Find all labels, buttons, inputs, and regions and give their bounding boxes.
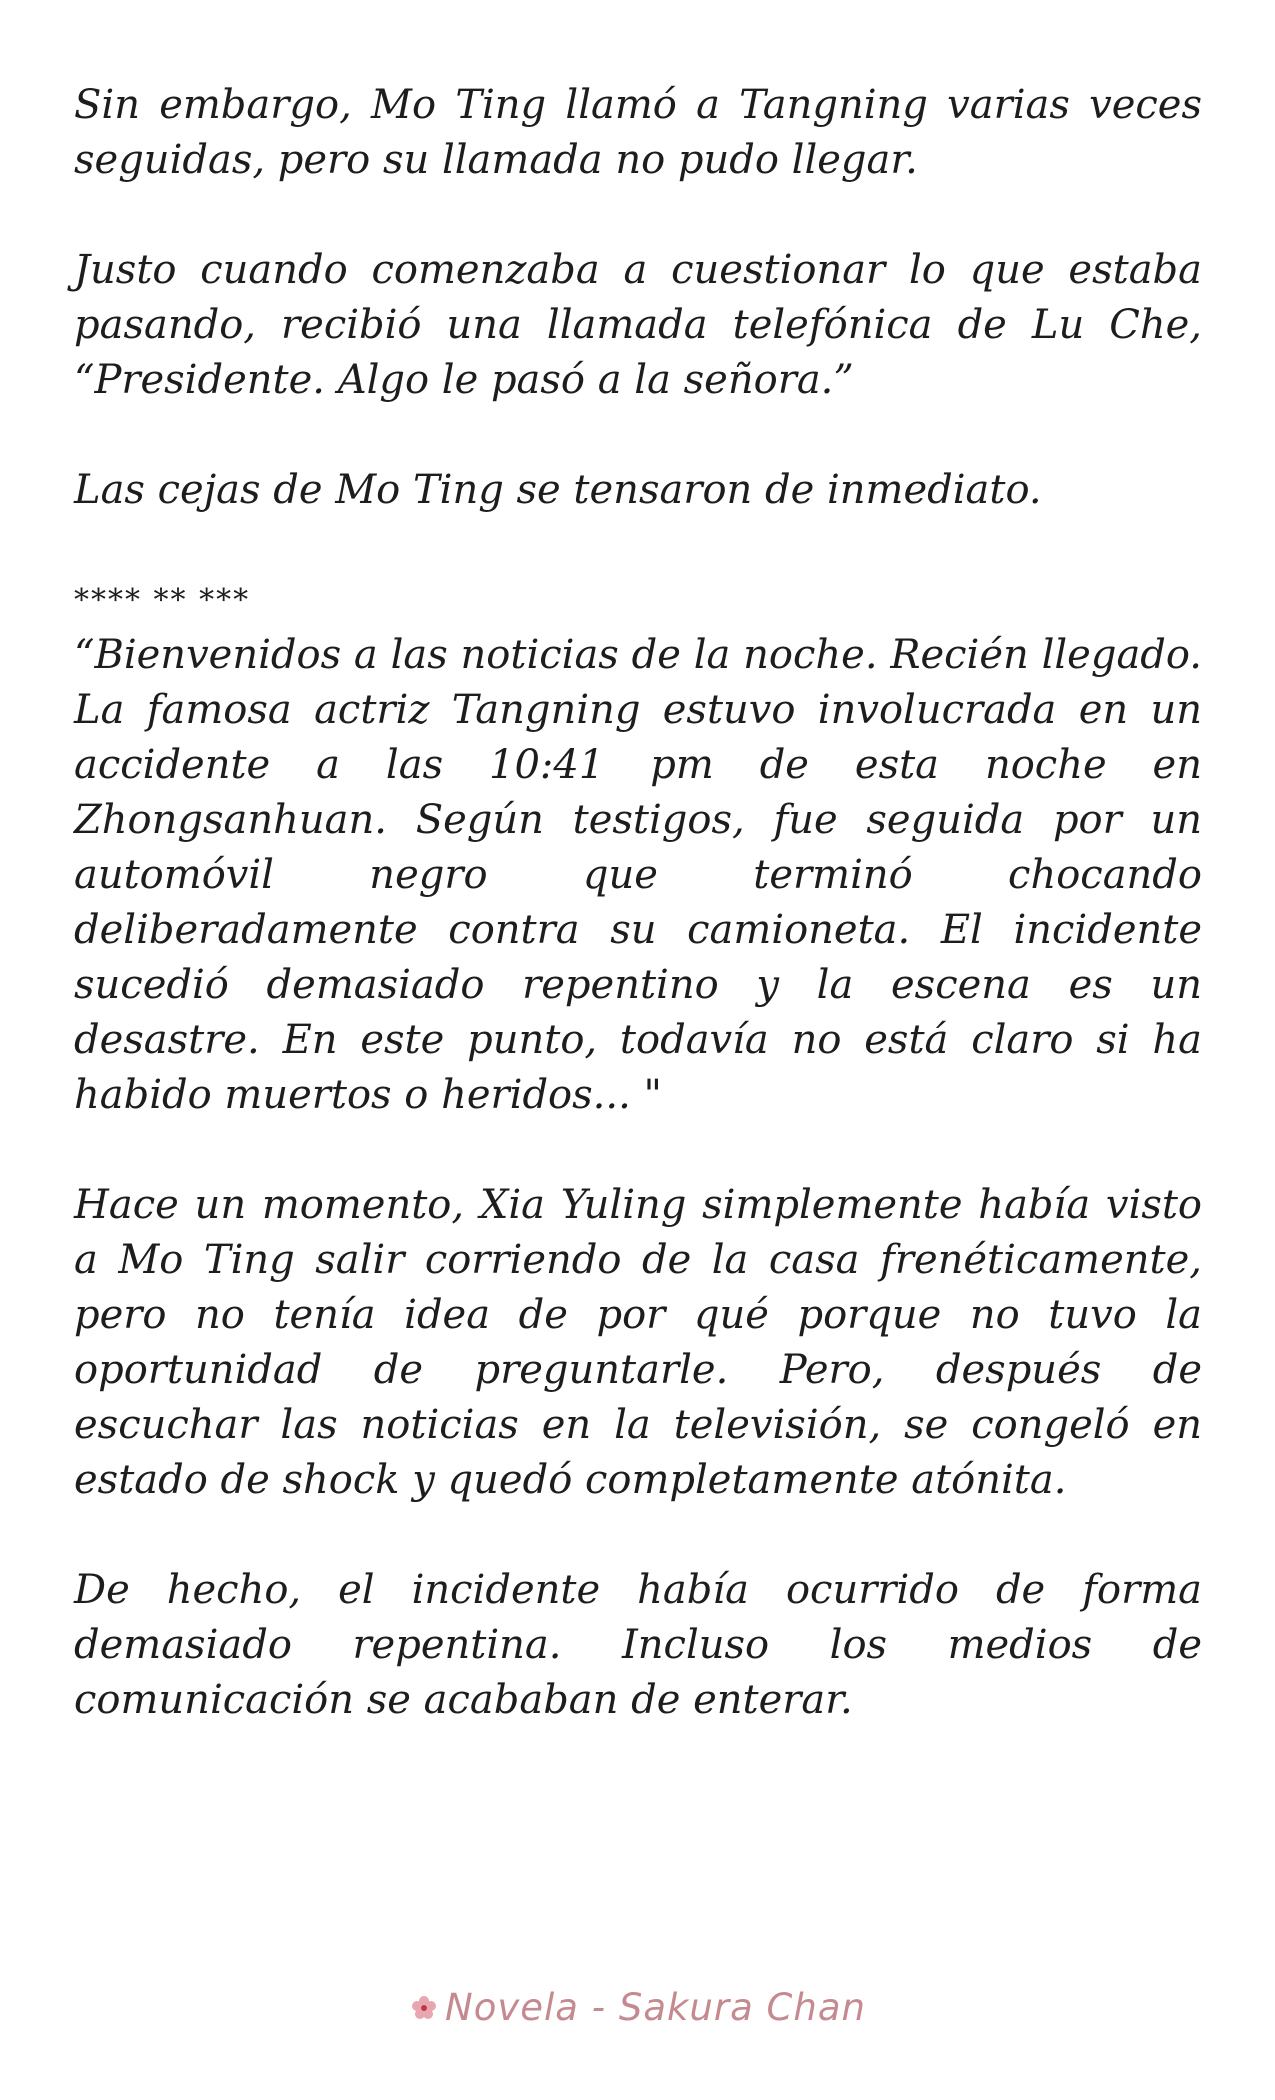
scene-separator: **** ** *** [74, 583, 251, 618]
paragraph-5: Hace un momento, Xia Yuling simplemente había visto a Mo Ting salir corriendo de la casa frenéticamente, pero no tenía idea de por qué porque no tuvo la oportunidad de preguntarle. Pero, después de escuchar las noticias en la televisión, se congeló en estado de shock y quedó completamente atónita. [74, 1182, 1202, 1503]
watermark-text: Novela - Sakura Chan [445, 1986, 866, 2029]
paragraph-3: Las cejas de Mo Ting se tensaron de inmediato. [74, 467, 1042, 513]
watermark [0, 1986, 1275, 2029]
chapter-text [74, 78, 1202, 1783]
paragraph-6: De hecho, el incidente había ocurrido de forma demasiado repentina. Incluso los medios de comunicación se acababan de enterar. [74, 1567, 1202, 1723]
paragraph-2: Justo cuando comenzaba a cuestionar lo que estaba pasando, recibió una llamada telefónica de Lu Che, “Presidente. Algo le pasó a la señora.” [74, 247, 1202, 403]
paragraph-1: Sin embargo, Mo Ting llamó a Tangning varias veces seguidas, pero su llamada no pudo llegar. [74, 82, 1202, 183]
sakura-flower-icon [409, 1993, 439, 2023]
paragraph-4-news-quote: “Bienvenidos a las noticias de la noche. Recién llegado. La famosa actriz Tangning estuvo involucrada en un accidente a las 10:41 pm de esta noche en Zhongsanhuan. Según testigos, fue seguida por un automóvil negro que terminó chocando deliberadamente contra su camioneta. El incidente sucedió demasiado repentino y la escena es un desastre. En este punto, todavía no está claro si ha habido muertos o heridos... " [74, 632, 1202, 1118]
